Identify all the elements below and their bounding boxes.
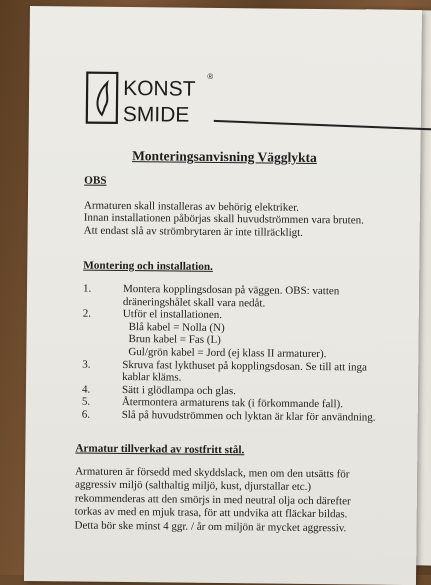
step-text: Montera kopplingsdosan på väggen. OBS: vatten (122, 282, 340, 298)
mounting-heading: Montering och installation. (83, 259, 213, 273)
stainless-line: aggressiv miljö (salthaltig miljö, kust, djurstallar etc.) (74, 478, 312, 494)
mounting-steps (82, 283, 403, 425)
logo-line2: SMIDE (122, 102, 190, 127)
letterhead-rule (214, 120, 431, 131)
step-number: 5. (81, 395, 91, 408)
obs-heading: OBS (84, 174, 107, 187)
stainless-line: Armaturen är försedd med skyddslack, men om den utsätts för (75, 465, 350, 481)
step-number: 4. (81, 383, 91, 396)
step-number: 1. (82, 282, 92, 295)
obs-line: Armaturen skall installeras av behörig elektriker. (83, 199, 300, 214)
page-title: Monteringsanvisning Vägglykta (132, 148, 317, 166)
obs-text (84, 200, 364, 240)
step-text: Återmontera armaturens tak (i förkommande fall). (121, 396, 344, 411)
step-text: Gul/grön kabel = Jord (ej klass II armaturer). (128, 346, 327, 361)
step-text: dräneringshålet skall vara nedåt. (122, 295, 266, 310)
obs-line: Att endast slå av strömbrytaren är inte tillräckligt. (83, 224, 304, 239)
instruction-sheet (24, 6, 422, 585)
step-6 (82, 409, 402, 425)
step-text: Skruva fast lykthuset på kopplingsdosan. Se till att inga (122, 358, 368, 374)
step-number: 3. (82, 358, 91, 371)
konstsmide-logo (85, 65, 216, 130)
stainless-line: torkas av med en mjuk trasa, för att undvika att fläckar bildas. (74, 505, 348, 521)
registered-mark: ® (207, 71, 214, 81)
step-text: Blå kabel = Nolla (N) (128, 320, 225, 334)
flame-icon (97, 83, 107, 115)
logo-line1: KONST (123, 76, 196, 101)
step-text: Slå på huvudströmmen och lyktan är klar för användning. (121, 408, 376, 424)
step-number: 2. (82, 307, 92, 320)
obs-line: Innan installationen påbörjas skall huvudströmmen vara bruten. (83, 211, 364, 227)
stainless-line: rekommenderas att den smörjs in med neutral olja och därefter (74, 492, 351, 508)
stainless-heading: Armatur tillverkad av rostfritt stål. (75, 442, 245, 457)
stainless-text (74, 465, 351, 535)
stainless-line: Detta bör ske minst 4 ggr. / år om miljön är mycket aggressiv. (74, 519, 347, 534)
step-text: Utför el installationen. (122, 308, 223, 322)
step-text: Sätt i glödlampa och glas. (121, 383, 236, 397)
step-number: 6. (81, 408, 91, 421)
step-text: Brun kabel = Fas (L) (128, 333, 221, 347)
step-text: kablar kläms. (122, 371, 182, 384)
